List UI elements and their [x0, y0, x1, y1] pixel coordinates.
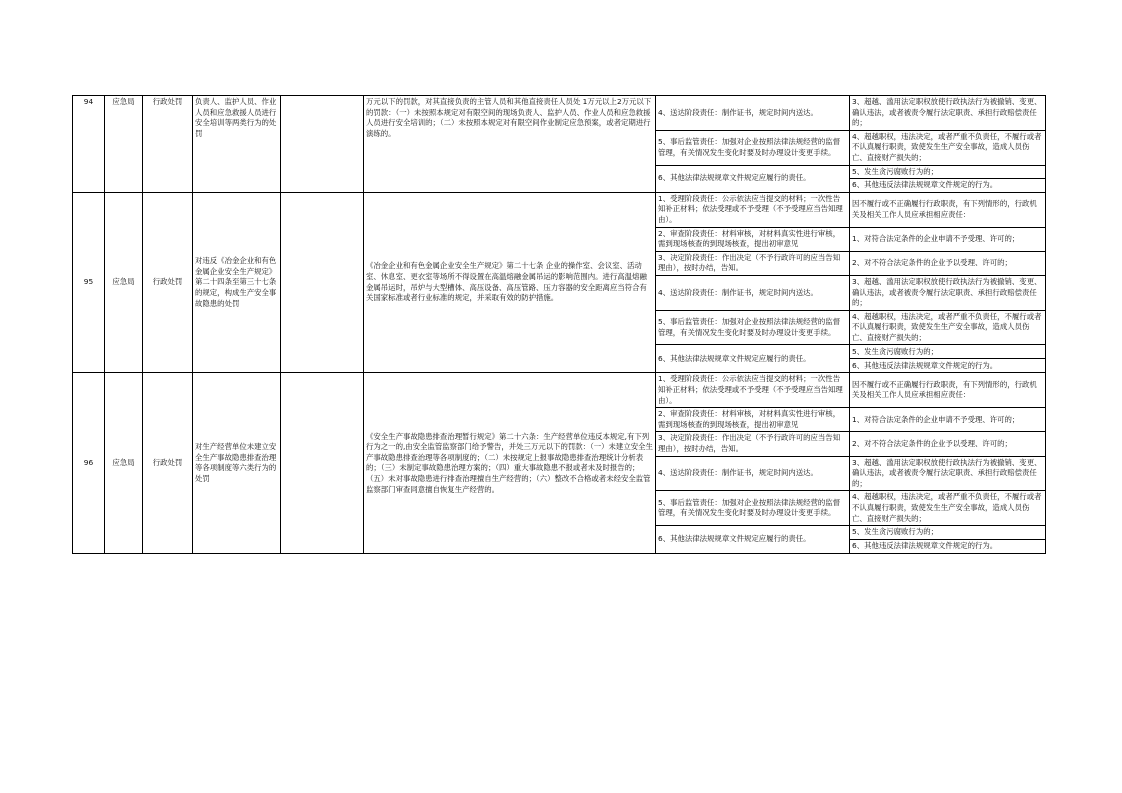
accountability-cell: 1、对符合法定条件的企业申请不予受理、许可的； — [850, 227, 1046, 251]
accountability-item: 5、发生贪污腐败行为的； — [850, 166, 1045, 180]
accountability-cell: 6、其他违反法律法规规章文件规定的行为。 — [850, 540, 1046, 554]
accountability-cell: 5、发生贪污腐败行为的； — [850, 526, 1046, 540]
table-row — [73, 192, 1046, 227]
stage-responsibility-cell: 5、事后监管责任：加强对企业按照法律法规经营的监督管理，有关情况发生变化时要及时办理设计变更手续。 — [656, 491, 850, 526]
sub-item-cell — [281, 373, 364, 554]
accountability-cell: 因不履行或不正确履行行政职责，有下列情形的，行政机关及相关工作人员应承担相应责任： — [850, 373, 1046, 408]
accountability-cell: 因不履行或不正确履行行政职责，有下列情形的，行政机关及相关工作人员应承担相应责任： — [850, 192, 1046, 227]
legal-basis-cell: 万元以下的罚款，对其直接负责的主管人员和其他直接责任人员处 1万元以上2万元以下的罚款：（一）未按照本规定对有限空间的现场负责人、监护人员、作业人员和应急救援人员进行安全培训的；（二）未按照本规定对有限空间作业制定应急预案，或者定期进行演练的。 — [364, 96, 656, 193]
row-number: 94 — [73, 96, 105, 193]
accountability-cell: 4、超越职权，违法决定，或者严重不负责任，不履行或者不认真履行职责，致使发生生产安全事故，造成人员伤亡、直接财产损失的； — [850, 491, 1046, 526]
item-name-cell: 负责人、监护人员、作业人员和应急救援人员进行安全培训等两类行为的处罚 — [193, 96, 281, 193]
department-cell: 应急局 — [105, 373, 143, 554]
accountability-cell: 1、对符合法定条件的企业申请不予受理、许可的； — [850, 408, 1046, 432]
item-name-cell: 对生产经营单位未建立安全生产事故隐患排查治理等各项制度等六类行为的处罚 — [193, 373, 281, 554]
table-row — [73, 96, 1046, 131]
stage-responsibility-cell: 6、其他法律法规规章文件规定应履行的责任。 — [656, 165, 850, 192]
stage-responsibility-cell: 5、事后监管责任：加强对企业按照法律法规经营的监督管理，有关情况发生变化时要及时办理设计变更手续。 — [656, 310, 850, 345]
stage-responsibility-cell: 2、审查阶段责任：材料审核，对材料真实性进行审核，需到现场核查的到现场核查，提出初审意见 — [656, 408, 850, 432]
table-row — [73, 373, 1046, 408]
stage-responsibility-cell: 5、事后监管责任：加强对企业按照法律法规经营的监督管理，有关情况发生变化时要及时办理设计变更手续。 — [656, 130, 850, 165]
stage-responsibility-cell: 6、其他法律法规规章文件规定应履行的责任。 — [656, 526, 850, 554]
accountability-item: 6、其他违反法律法规规章文件规定的行为。 — [852, 180, 998, 190]
row-number: 96 — [73, 373, 105, 554]
stage-responsibility-cell: 3、决定阶段责任：作出决定（不予行政许可的应当告知理由），按时办结，告知。 — [656, 432, 850, 456]
legal-basis-cell: 《冶金企业和有色金属企业安全生产规定》第二十七条 企业的操作室、会议室、活动室、休息室、更衣室等场所不得设置在高温熔融金属吊运的影响范围内。进行高温熔融金属吊运时，吊炉与大型槽体、高压设备、高压管路、压力容器的安全距离应当符合有关国家标准或者行业标准的规定，并采取有效的防护措施。 — [364, 192, 656, 373]
stage-responsibility-cell: 1、受理阶段责任：公示依法应当提交的材料；一次性告知补正材料；依法受理或不予受理（不予受理应当告知理由）。 — [656, 192, 850, 227]
accountability-cell: 4、超越职权，违法决定，或者严重不负责任，不履行或者不认真履行职责，致使发生生产安全事故，造成人员伤亡、直接财产损失的； — [850, 130, 1046, 165]
department-cell: 应急局 — [105, 96, 143, 193]
accountability-cell: 4、超越职权，违法决定，或者严重不负责任，不履行或者不认真履行职责，致使发生生产安全事故，造成人员伤亡、直接财产损失的； — [850, 310, 1046, 345]
responsibility-table — [72, 95, 1046, 554]
accountability-cell: 2、对不符合法定条件的企业予以受理、许可的； — [850, 432, 1046, 456]
category-cell: 行政处罚 — [143, 192, 193, 373]
stage-responsibility-cell: 4、送达阶段责任：制作证书，规定时间内送达。 — [656, 456, 850, 491]
accountability-cell — [850, 165, 1046, 192]
accountability-cell: 2、对不符合法定条件的企业予以受理、许可的； — [850, 251, 1046, 275]
item-name-cell: 对违反《冶金企业和有色金属企业安全生产规定》第二十四条至第三十七条的规定，构成生产安全事故隐患的处罚 — [193, 192, 281, 373]
sub-item-cell — [281, 96, 364, 193]
stage-responsibility-cell: 4、送达阶段责任：制作证书，规定时间内送达。 — [656, 275, 850, 310]
category-cell: 行政处罚 — [143, 373, 193, 554]
category-cell: 行政处罚 — [143, 96, 193, 193]
stage-responsibility-cell: 4、送达阶段责任：制作证书，规定时间内送达。 — [656, 96, 850, 131]
accountability-cell: 5、发生贪污腐败行为的； — [850, 345, 1046, 359]
accountability-cell: 3、超越、滥用法定职权放使行政执法行为被撤销、变更、确认违法，或者被责令履行法定职责、承担行政赔偿责任的； — [850, 456, 1046, 491]
stage-responsibility-cell: 3、决定阶段责任：作出决定（不予行政许可的应当告知理由），按时办结，告知。 — [656, 251, 850, 275]
stage-responsibility-cell: 2、审查阶段责任：材料审核，对材料真实性进行审核，需到现场核查的到现场核查，提出初审意见 — [656, 227, 850, 251]
row-number: 95 — [73, 192, 105, 373]
stage-responsibility-cell: 1、受理阶段责任：公示依法应当提交的材料；一次性告知补正材料；依法受理或不予受理（不予受理应当告知理由）。 — [656, 373, 850, 408]
accountability-cell: 6、其他违反法律法规规章文件规定的行为。 — [850, 359, 1046, 373]
accountability-cell: 3、超越、滥用法定职权放使行政执法行为被撤销、变更、确认违法，或者被责令履行法定职责、承担行政赔偿责任的； — [850, 275, 1046, 310]
stage-responsibility-cell: 6、其他法律法规规章文件规定应履行的责任。 — [656, 345, 850, 373]
sub-item-cell — [281, 192, 364, 373]
department-cell: 应急局 — [105, 192, 143, 373]
accountability-cell: 3、超越、滥用法定职权放使行政执法行为被撤销、变更、确认违法，或者被责令履行法定职责、承担行政赔偿责任的； — [850, 96, 1046, 131]
legal-basis-cell: 《安全生产事故隐患排查治理暂行规定》第二十六条：生产经营单位违反本规定,有下列行为之一的,由安全监管监察部门给予警告，并处三万元以下的罚款：（一）未建立安全生产事故隐患排查治理等各项制度的；（二）未按规定上报事故隐患排查治理统计分析表的；（三）未制定事故隐患治理方案的；（四）重大事故隐患不报或者未及时报告的；（五）未对事故隐患进行排查治理擅自生产经营的；（六）整改不合格或者未经安全监管监察部门审查同意擅自恢复生产经营的。 — [364, 373, 656, 554]
